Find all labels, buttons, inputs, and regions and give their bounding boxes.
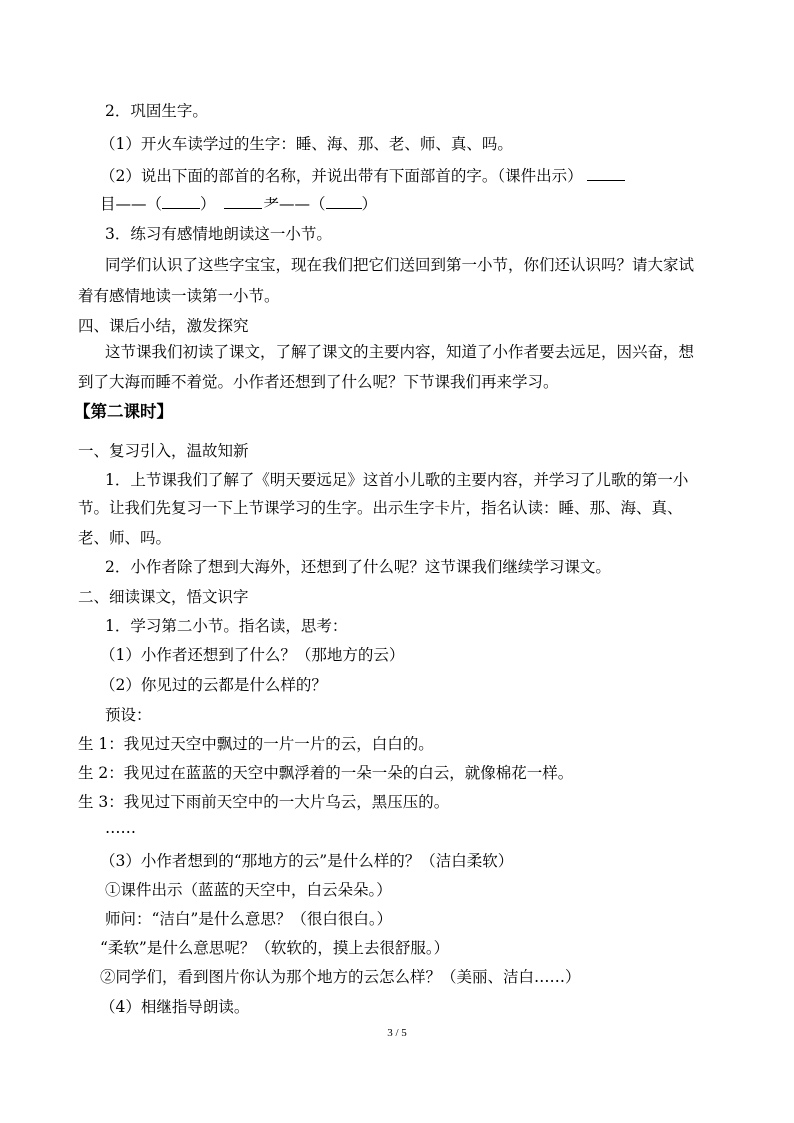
text-segment: 目——（ xyxy=(100,195,163,213)
text-line: 1．学习第二小节。指名读，思考： xyxy=(105,617,348,635)
text-line: 这节课我们初读了课文，了解了课文的主要内容，知道了小作者要去远足，因兴奋，想 xyxy=(105,343,695,361)
text-line: （1）小作者还想到了什么？（那地方的云） xyxy=(100,646,405,664)
page-number: 3 / 5 xyxy=(387,1027,407,1039)
section-heading: 一、复习引入，温故知新 xyxy=(78,442,249,460)
text-line: 1．上节课我们了解了《明天要远足》这首小儿歌的主要内容，并学习了儿歌的第一小 xyxy=(105,471,689,489)
fill-blank xyxy=(326,194,362,209)
fill-blank xyxy=(587,166,625,181)
text-line: 预设： xyxy=(105,706,152,724)
text-line: （3）小作者想到的“那地方的云”是什么样的？（洁白柔软） xyxy=(100,852,514,870)
lesson-heading: 【第二课时】 xyxy=(74,402,173,421)
text-line: 生 3：我见过下雨前天空中的一大片乌云，黑压压的。 xyxy=(78,793,450,811)
section-heading: 四、课后小结，激发探究 xyxy=(78,317,249,335)
text-line: （2）你见过的云都是什么样的？ xyxy=(100,676,327,694)
text-segment: 耂——（ xyxy=(263,195,326,213)
text-line: 3．练习有感情地朗读这一小节。 xyxy=(105,225,332,243)
text-line: “柔软”是什么意思呢？（软软的，摸上去很舒服。） xyxy=(100,939,450,957)
text-line xyxy=(100,194,740,214)
text-line: 2．小作者除了想到大海外，还想到了什么呢？这节课我们继续学习课文。 xyxy=(105,558,611,576)
text-line xyxy=(100,166,740,186)
fill-blank xyxy=(162,194,200,209)
text-line: （1）开火车读学过的生字：睡、海、那、老、师、真、吗。 xyxy=(100,135,513,153)
section-heading: 二、细读课文，悟文识字 xyxy=(78,588,249,606)
text-line: ①课件出示（蓝蓝的天空中，白云朵朵。） xyxy=(105,881,392,899)
text-line: 到了大海而睡不着觉。小作者还想到了什么呢？下节课我们再来学习。 xyxy=(78,373,559,391)
text-segment: （2）说出下面的部首的名称，并说出带有下面部首的字。（课件出示） xyxy=(100,167,583,185)
text-segment: ） xyxy=(200,195,216,213)
text-line: ②同学们，看到图片你认为那个地方的云怎么样？（美丽、洁白……） xyxy=(100,968,581,986)
text-line: …… xyxy=(105,819,136,837)
text-line: （4）相继指导朗读。 xyxy=(100,998,250,1016)
text-line: 生 1：我见过天空中飘过的一片一片的云，白白的。 xyxy=(78,735,434,753)
text-line: 师问：“洁白”是什么意思？（很白很白。） xyxy=(105,910,393,928)
text-line: 同学们认识了这些字宝宝，现在我们把它们送回到第一小节，你们还认识吗？请大家试 xyxy=(105,256,695,274)
text-line: 2．巩固生字。 xyxy=(105,102,208,120)
text-line: 着有感情地读一读第一小节。 xyxy=(78,287,280,305)
text-segment: ） xyxy=(361,195,378,213)
text-line: 老、师、吗。 xyxy=(78,529,172,547)
fill-blank xyxy=(224,194,262,209)
text-line: 节。让我们先复习一下上节课学习的生字。出示生字卡片，指名认读：睡、那、海、真、 xyxy=(78,499,683,517)
text-line: 生 2：我见过在蓝蓝的天空中飘浮着的一朵一朵的白云，就像棉花一样。 xyxy=(78,764,574,782)
